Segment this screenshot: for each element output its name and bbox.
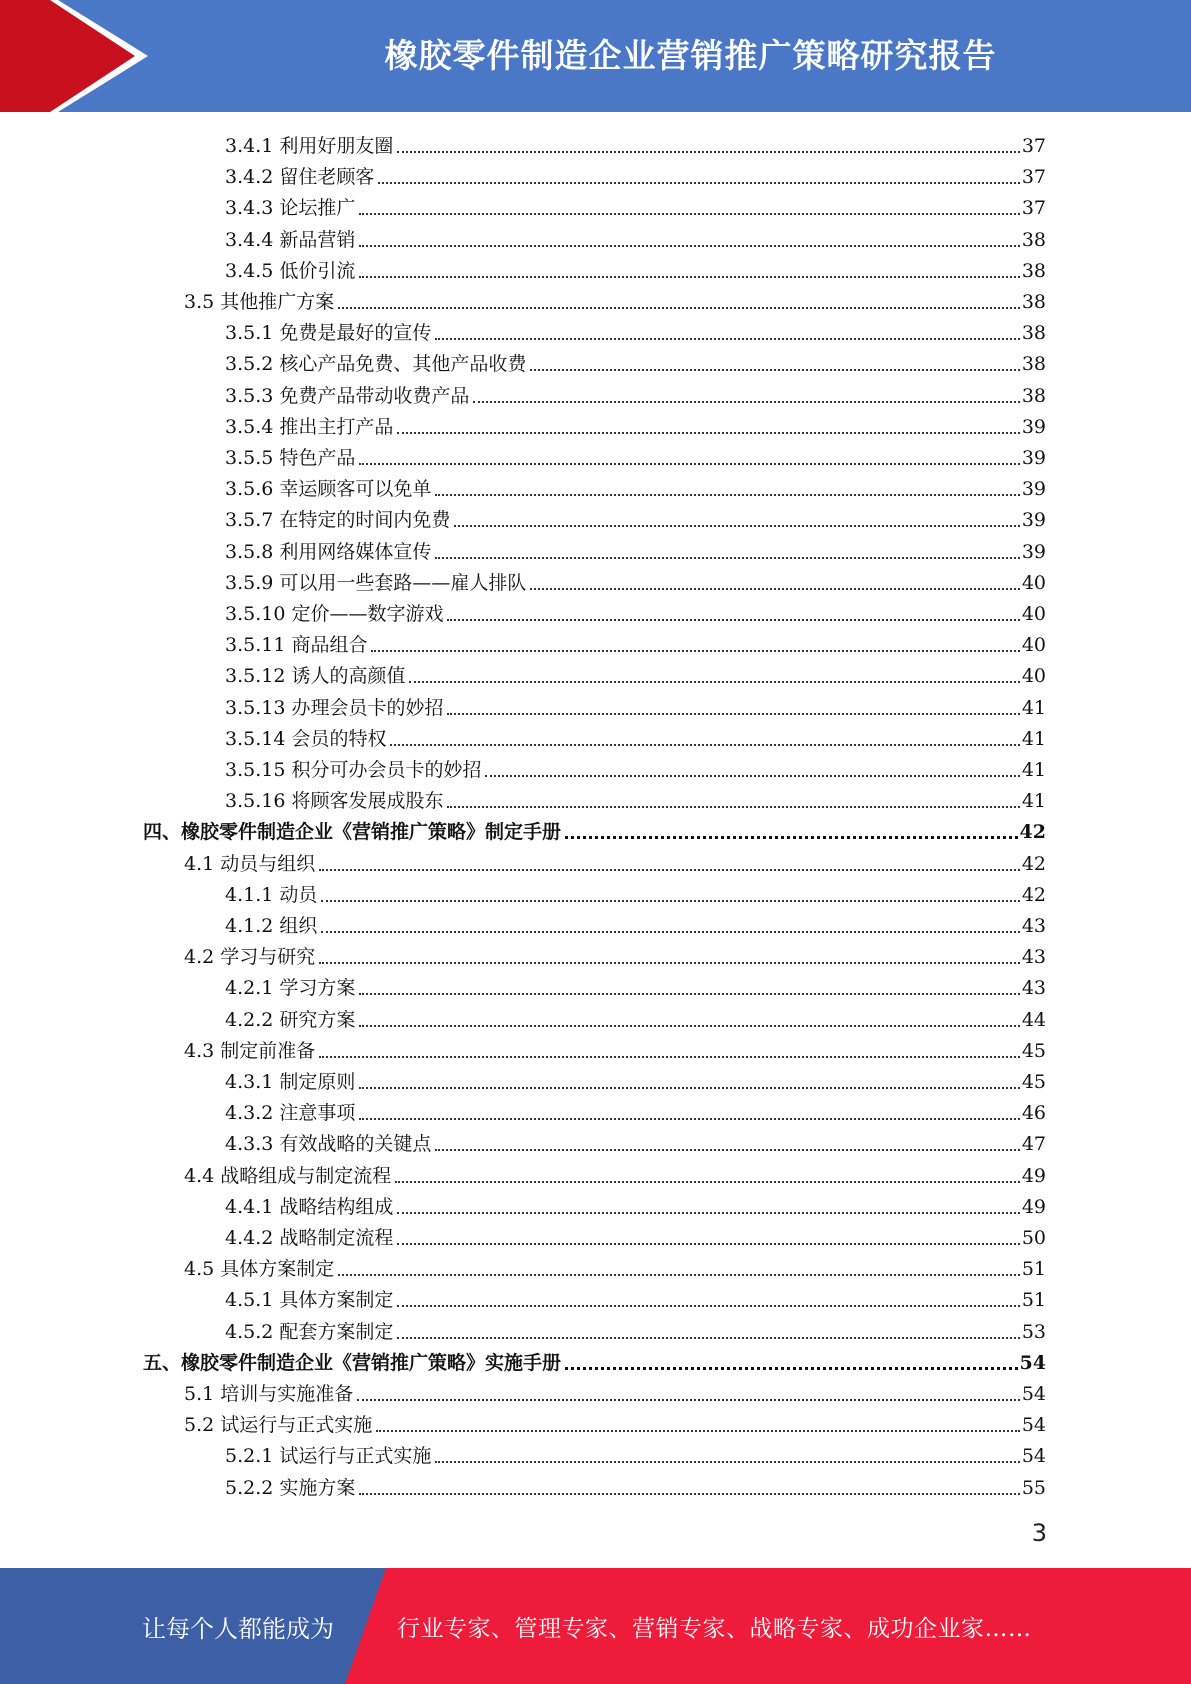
toc-dot-leader <box>435 557 1019 559</box>
toc-entry-title: 4.2 学习与研究 <box>184 946 316 969</box>
toc-entry-title: 4.4 战略组成与制定流程 <box>184 1164 392 1187</box>
toc-entry[interactable] <box>225 189 1046 220</box>
toc-dot-leader <box>397 151 1019 153</box>
toc-entry[interactable] <box>225 345 1046 376</box>
toc-entry[interactable] <box>225 470 1046 501</box>
toc-entry-page: 49 <box>1021 1164 1046 1187</box>
toc-entry-title: 3.5.16 将顾客发展成股东 <box>225 790 444 813</box>
toc-entry-page: 39 <box>1021 447 1046 469</box>
toc-entry[interactable] <box>225 876 1046 907</box>
toc-entry-title: 5.2.1 试运行与正式实施 <box>225 1445 432 1468</box>
toc-entry-title: 3.5.15 积分可办会员卡的妙招 <box>225 759 482 781</box>
toc-entry[interactable] <box>225 657 1046 688</box>
toc-entry-page: 55 <box>1021 1476 1046 1499</box>
toc-entry-page: 46 <box>1021 1102 1046 1125</box>
toc-dot-leader <box>435 1461 1019 1463</box>
toc-entry[interactable] <box>225 377 1046 408</box>
toc-entry-title: 4.3.1 制定原则 <box>225 1071 356 1093</box>
toc-entry[interactable] <box>225 782 1046 813</box>
toc-entry-title: 4.5 具体方案制定 <box>184 1258 335 1281</box>
toc-dot-leader <box>359 213 1019 215</box>
toc-entry[interactable] <box>225 127 1046 158</box>
toc-entry-title: 3.5.8 利用网络媒体宣传 <box>225 540 432 563</box>
toc-entry-title: 4.1.1 动员 <box>225 883 318 906</box>
toc-dot-leader <box>338 1274 1020 1276</box>
toc-entry-title: 4.3 制定前准备 <box>184 1039 316 1062</box>
toc-entry-page: 41 <box>1021 696 1046 719</box>
toc-entry-title: 4.4.2 战略制定流程 <box>225 1227 394 1249</box>
red-arrow-decoration <box>0 0 150 112</box>
toc-entry[interactable] <box>184 1250 1046 1281</box>
toc-entry[interactable] <box>225 689 1046 720</box>
toc-entry[interactable] <box>225 907 1046 938</box>
toc-entry-page: 50 <box>1021 1227 1046 1249</box>
toc-dot-leader <box>321 900 1019 902</box>
toc-dot-leader <box>319 1056 1020 1058</box>
toc-entry-title: 3.5.13 办理会员卡的妙招 <box>225 696 444 719</box>
toc-entry-page: 45 <box>1021 1071 1046 1093</box>
toc-entry-page: 38 <box>1021 384 1046 407</box>
toc-dot-leader <box>359 1025 1019 1027</box>
toc-entry-title: 3.4.1 利用好朋友圈 <box>225 135 394 157</box>
toc-entry-title: 4.3.3 有效战略的关键点 <box>225 1133 432 1156</box>
toc-entry-title: 3.5.3 免费产品带动收费产品 <box>225 384 470 407</box>
toc-entry[interactable] <box>184 1406 1046 1437</box>
toc-entry-page: 51 <box>1021 1258 1046 1281</box>
toc-entry-page: 41 <box>1021 759 1046 781</box>
toc-entry-page: 40 <box>1021 603 1046 625</box>
toc-dot-leader <box>530 588 1019 590</box>
toc-entry-title: 3.5 其他推广方案 <box>184 291 335 313</box>
toc-entry[interactable] <box>225 533 1046 564</box>
toc-dot-leader <box>357 1399 1020 1401</box>
toc-entry[interactable] <box>225 720 1046 751</box>
toc-entry[interactable] <box>225 1063 1046 1094</box>
toc-entry-page: 49 <box>1021 1195 1046 1218</box>
toc-dot-leader <box>338 307 1020 309</box>
toc-entry[interactable] <box>184 283 1046 314</box>
toc-dot-leader <box>473 401 1019 403</box>
toc-entry-title: 3.4.5 低价引流 <box>225 259 356 282</box>
toc-dot-leader <box>359 1118 1019 1120</box>
toc-entry-page: 51 <box>1021 1289 1046 1312</box>
page-number: 3 <box>1031 1519 1047 1547</box>
toc-entry-page: 37 <box>1021 166 1046 189</box>
toc-entry-title: 5.1 培训与实施准备 <box>184 1383 354 1405</box>
toc-entry-title: 3.5.11 商品组合 <box>225 634 368 657</box>
toc-entry-page: 38 <box>1021 353 1046 376</box>
toc-entry-page: 40 <box>1021 665 1046 688</box>
toc-entry-title: 3.5.1 免费是最好的宣传 <box>225 322 432 345</box>
toc-entry-page: 54 <box>1021 1383 1046 1405</box>
toc-entry-page: 43 <box>1021 977 1046 1000</box>
toc-entry-title: 3.5.4 推出主打产品 <box>225 415 394 438</box>
toc-entry[interactable] <box>184 1375 1046 1406</box>
toc-dot-leader <box>435 494 1019 496</box>
toc-entry-title: 4.3.2 注意事项 <box>225 1102 356 1125</box>
toc-entry[interactable] <box>225 1437 1046 1468</box>
toc-dot-leader <box>454 525 1019 527</box>
toc-dot-leader <box>447 619 1019 621</box>
toc-entry-title: 4.2.2 研究方案 <box>225 1008 356 1031</box>
toc-entry-page: 54 <box>1019 1351 1046 1374</box>
toc-dot-leader <box>376 1430 1020 1432</box>
toc-entry-page: 38 <box>1021 259 1046 282</box>
toc-dot-leader <box>409 681 1019 683</box>
toc-entry-title: 3.4.2 留住老顾客 <box>225 166 375 189</box>
footer-slogan-right: 行业专家、管理专家、营销专家、战略专家、成功企业家…… <box>397 1615 1032 1642</box>
toc-dot-leader <box>435 338 1019 340</box>
toc-dot-leader <box>395 1181 1020 1183</box>
toc-entry-page: 42 <box>1021 852 1046 875</box>
toc-entry[interactable] <box>225 1469 1046 1500</box>
toc-entry[interactable] <box>143 813 1046 844</box>
toc-entry-page: 41 <box>1021 727 1046 750</box>
toc-dot-leader <box>435 1149 1019 1151</box>
toc-entry-page: 54 <box>1021 1414 1046 1437</box>
toc-entry-title: 4.5.1 具体方案制定 <box>225 1289 394 1312</box>
toc-entry-page: 43 <box>1021 946 1046 969</box>
toc-entry[interactable] <box>225 969 1046 1000</box>
toc-entry-page: 53 <box>1021 1320 1046 1343</box>
toc-entry-title: 5.2 试运行与正式实施 <box>184 1414 373 1437</box>
toc-entry-page: 54 <box>1021 1445 1046 1468</box>
toc-entry-page: 39 <box>1021 540 1046 563</box>
toc-dot-leader <box>319 869 1020 871</box>
toc-dot-leader <box>378 182 1019 184</box>
toc-dot-leader <box>359 245 1019 247</box>
toc-entry-title: 3.5.14 会员的特权 <box>225 727 387 750</box>
toc-dot-leader <box>359 1087 1019 1089</box>
toc-dot-leader <box>359 993 1019 995</box>
toc-entry[interactable] <box>225 1281 1046 1312</box>
toc-entry-page: 39 <box>1021 478 1046 501</box>
footer-banner <box>0 1568 1191 1684</box>
toc-dot-leader <box>359 463 1019 465</box>
toc-dot-leader <box>565 836 1018 839</box>
toc-entry-title: 3.5.10 定价——数字游戏 <box>225 603 444 625</box>
toc-entry[interactable] <box>143 1344 1046 1375</box>
toc-entry[interactable] <box>225 439 1046 470</box>
toc-entry-page: 39 <box>1021 509 1046 532</box>
toc-dot-leader <box>359 1493 1019 1495</box>
toc-entry[interactable] <box>225 1188 1046 1219</box>
toc-entry-page: 45 <box>1021 1039 1046 1062</box>
toc-entry-page: 41 <box>1021 790 1046 813</box>
toc-entry[interactable] <box>225 595 1046 626</box>
toc-entry-title: 4.5.2 配套方案制定 <box>225 1320 394 1343</box>
toc-entry-page: 37 <box>1021 135 1046 157</box>
toc-entry-page: 37 <box>1021 197 1046 220</box>
toc-entry-title: 3.5.2 核心产品免费、其他产品收费 <box>225 353 527 376</box>
toc-entry-page: 42 <box>1021 883 1046 906</box>
toc-dot-leader <box>371 650 1019 652</box>
footer-slogan-left: 让每个人都能成为 <box>142 1614 334 1643</box>
toc-entry-title: 四、橡胶零件制造企业《营销推广策略》制定手册 <box>143 821 562 844</box>
toc-dot-leader <box>390 744 1019 746</box>
toc-entry-title: 3.5.9 可以用一些套路——雇人排队 <box>225 571 527 594</box>
toc-dot-leader <box>447 713 1019 715</box>
toc-entry-page: 40 <box>1021 571 1046 594</box>
toc-entry-page: 38 <box>1021 228 1046 251</box>
toc-entry-page: 38 <box>1021 291 1046 313</box>
toc-entry-page: 40 <box>1021 634 1046 657</box>
toc-entry[interactable] <box>225 1125 1046 1156</box>
header-banner <box>0 0 1191 112</box>
toc-entry[interactable] <box>225 158 1046 189</box>
toc-dot-leader <box>397 1337 1019 1339</box>
toc-entry[interactable] <box>225 408 1046 439</box>
toc-dot-leader <box>319 962 1020 964</box>
toc-entry-page: 43 <box>1021 915 1046 937</box>
toc-dot-leader <box>397 1305 1019 1307</box>
toc-dot-leader <box>565 1367 1018 1370</box>
toc-entry-title: 3.5.12 诱人的高颜值 <box>225 665 406 688</box>
toc-dot-leader <box>485 775 1019 777</box>
toc-dot-leader <box>397 432 1019 434</box>
toc-entry[interactable] <box>184 1032 1046 1063</box>
toc-dot-leader <box>447 806 1019 808</box>
toc-entry-title: 3.5.7 在特定的时间内免费 <box>225 509 451 532</box>
toc-entry[interactable] <box>225 314 1046 345</box>
toc-dot-leader <box>530 369 1019 371</box>
toc-entry[interactable] <box>225 252 1046 283</box>
toc-entry[interactable] <box>225 1219 1046 1250</box>
toc-entry-title: 4.1.2 组织 <box>225 915 318 937</box>
toc-entry[interactable] <box>184 1157 1046 1188</box>
toc-entry-title: 4.1 动员与组织 <box>184 852 316 875</box>
toc-entry[interactable] <box>225 1001 1046 1032</box>
toc-entry[interactable] <box>184 845 1046 876</box>
toc-entry-title: 3.5.6 幸运顾客可以免单 <box>225 478 432 501</box>
toc-entry-title: 4.2.1 学习方案 <box>225 977 356 1000</box>
toc-entry[interactable] <box>225 626 1046 657</box>
toc-entry-page: 39 <box>1021 415 1046 438</box>
toc-entry-title: 4.4.1 战略结构组成 <box>225 1195 394 1218</box>
toc-entry[interactable] <box>225 221 1046 252</box>
toc-entry-title: 3.4.3 论坛推广 <box>225 197 356 220</box>
toc-dot-leader <box>397 1212 1019 1214</box>
toc-entry-title: 五、橡胶零件制造企业《营销推广策略》实施手册 <box>143 1351 562 1374</box>
toc-dot-leader <box>321 931 1019 933</box>
toc-entry[interactable] <box>225 751 1046 782</box>
toc-dot-leader <box>397 1243 1019 1245</box>
toc-entry-title: 3.4.4 新品营销 <box>225 228 356 251</box>
toc-entry[interactable] <box>225 1094 1046 1125</box>
toc-entry[interactable] <box>184 938 1046 969</box>
toc-dot-leader <box>359 276 1019 278</box>
report-title: 橡胶零件制造企业营销推广策略研究报告 <box>384 35 997 75</box>
toc-entry-page: 47 <box>1021 1133 1046 1156</box>
toc-entry[interactable] <box>225 564 1046 595</box>
toc-entry-page: 44 <box>1021 1008 1046 1031</box>
toc-entry-page: 38 <box>1021 322 1046 345</box>
toc-entry-title: 3.5.5 特色产品 <box>225 447 356 469</box>
toc-entry[interactable] <box>225 501 1046 532</box>
toc-entry[interactable] <box>225 1313 1046 1344</box>
toc-entry-page: 42 <box>1019 821 1046 844</box>
toc-entry-title: 5.2.2 实施方案 <box>225 1476 356 1499</box>
